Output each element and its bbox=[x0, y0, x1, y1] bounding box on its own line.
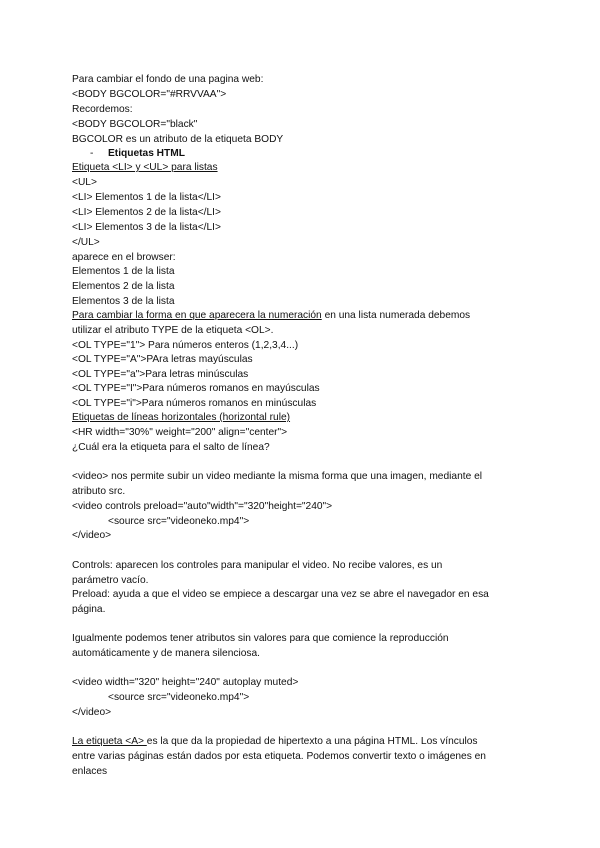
list-code-line: <LI> Elementos 1 de la lista</LI> bbox=[72, 192, 221, 203]
ol-type-line: <OL TYPE="i">Para números romanos en minúsculas bbox=[72, 398, 317, 409]
ol-type-line: <OL TYPE="I">Para números romanos en mayúsculas bbox=[72, 383, 320, 394]
list-code-line: <LI> Elementos 3 de la lista</LI> bbox=[72, 222, 221, 233]
video-intro-line2: atributo src. bbox=[72, 486, 126, 497]
anchor-line3: enlaces bbox=[72, 766, 108, 777]
numbering-paragraph bbox=[72, 308, 542, 323]
bgcolor-intro: Para cambiar el fondo de una pagina web: bbox=[72, 74, 264, 85]
numbering-rest: en una lista numerada debemos bbox=[321, 310, 471, 321]
video-code2-open: <video width="320" height="240" autoplay muted> bbox=[72, 677, 299, 688]
video-code2-source: <source src="videoneko.mp4"> bbox=[108, 692, 250, 703]
numbering-underlined: Para cambiar la forma en que aparecera la numeración bbox=[72, 310, 322, 321]
linebreak-question: ¿Cuál era la etiqueta para el salto de línea? bbox=[72, 442, 270, 453]
autoplay-line2: automáticamente y de manera silenciosa. bbox=[72, 648, 261, 659]
hr-code: <HR width="30%" weight="200" align="center"> bbox=[72, 427, 288, 438]
ol-type-line: <OL TYPE="a">Para letras minúsculas bbox=[72, 369, 249, 380]
lists-heading: Etiqueta <LI> y <UL> para listas bbox=[72, 162, 218, 173]
ol-type-line: <OL TYPE="1"> Para números enteros (1,2,3,4...) bbox=[72, 340, 299, 351]
autoplay-line1: Igualmente podemos tener atributos sin valores para que comience la reproducción bbox=[72, 633, 449, 644]
browser-label: aparece en el browser: bbox=[72, 252, 176, 263]
anchor-line2: entre varias páginas están dados por esta etiqueta. Podemos convertir texto o imágenes en bbox=[72, 751, 486, 762]
browser-output-line: Elementos 2 de la lista bbox=[72, 281, 175, 292]
controls-line1: Controls: aparecen los controles para manipular el video. No recibe valores, es un bbox=[72, 560, 443, 571]
video-code2-close: </video> bbox=[72, 707, 112, 718]
bgcolor-note: BGCOLOR es un atributo de la etiqueta BODY bbox=[72, 134, 284, 145]
anchor-paragraph bbox=[72, 734, 542, 749]
bgcolor-syntax: <BODY BGCOLOR="#RRVVAA"> bbox=[72, 89, 227, 100]
preload-line1: Preload: ayuda a que el video se empiece a descargar una vez se abre el navegador en esa bbox=[72, 589, 489, 600]
video-code1-close: </video> bbox=[72, 530, 112, 541]
controls-line2: parámetro vacío. bbox=[72, 575, 149, 586]
anchor-rest: es la que da la propiedad de hipertexto a una página HTML. Los vínculos bbox=[146, 736, 478, 747]
video-code1-source: <source src="videoneko.mp4"> bbox=[108, 516, 250, 527]
list-code-line: <UL> bbox=[72, 177, 97, 188]
preload-line2: página. bbox=[72, 604, 106, 615]
bgcolor-example: <BODY BGCOLOR="black" bbox=[72, 119, 198, 130]
anchor-underlined: La etiqueta <A> bbox=[72, 736, 147, 747]
bgcolor-recall: Recordemos: bbox=[72, 104, 133, 115]
numbering-line2: utilizar el atributo TYPE de la etiqueta <OL>. bbox=[72, 325, 274, 336]
bullet-dash: - bbox=[90, 148, 94, 159]
list-code-line: <LI> Elementos 2 de la lista</LI> bbox=[72, 207, 221, 218]
hr-heading: Etiquetas de líneas horizontales (horizontal rule) bbox=[72, 412, 291, 423]
browser-output-line: Elementos 1 de la lista bbox=[72, 266, 175, 277]
video-intro-line1: <video> nos permite subir un video mediante la misma forma que una imagen, mediante el bbox=[72, 471, 482, 482]
list-code-line: </UL> bbox=[72, 237, 100, 248]
video-code1-open: <video controls preload="auto"width"="320"height="240"> bbox=[72, 501, 333, 512]
section-title: Etiquetas HTML bbox=[108, 148, 185, 159]
ol-type-line: <OL TYPE="A">PAra letras mayúsculas bbox=[72, 354, 253, 365]
browser-output-line: Elementos 3 de la lista bbox=[72, 296, 175, 307]
